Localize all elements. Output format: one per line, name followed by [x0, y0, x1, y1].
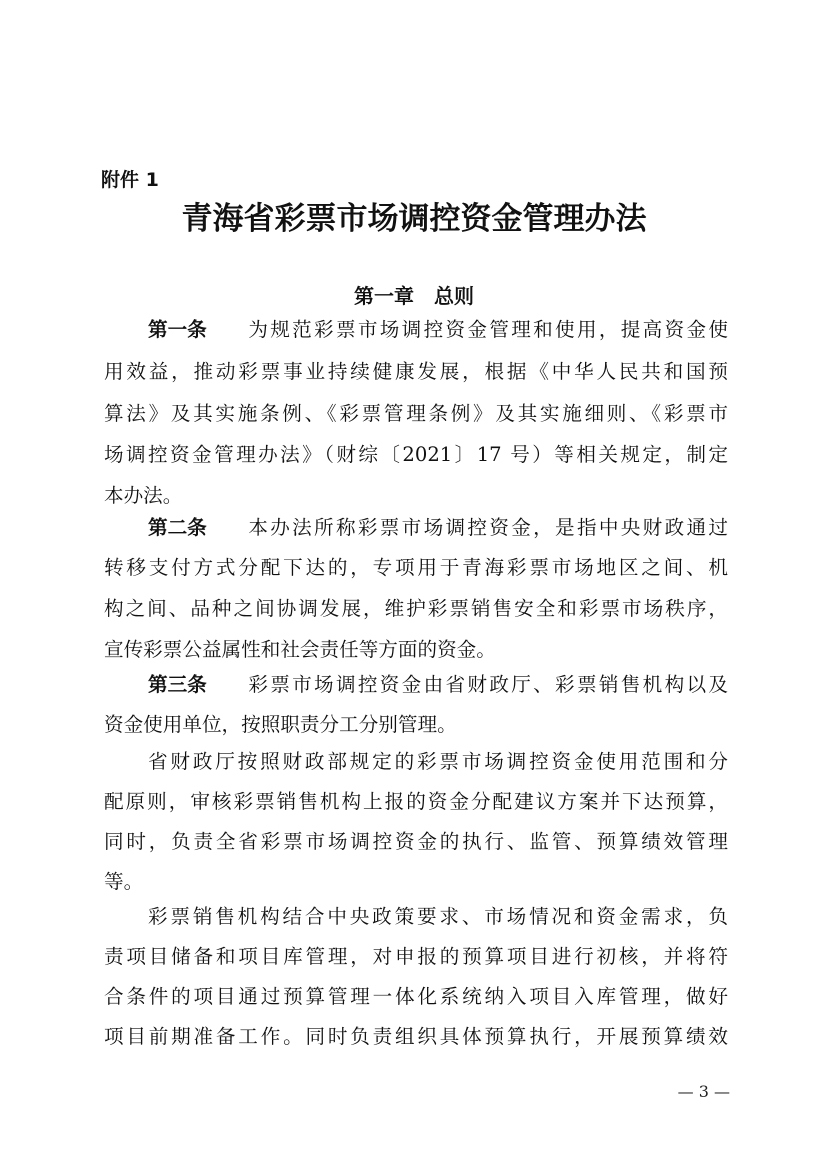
attachment-label: 附件 1	[101, 169, 159, 191]
article-text: 彩票市场调控资金由省财政厅、彩票销售机构以及	[246, 673, 728, 696]
paragraph-1-line-1: 省财政厅按照财政部规定的彩票市场调控资金使用范围和分	[148, 750, 728, 773]
paragraph-1-line-3: 同时，负责全省彩票市场调控资金的执行、监管、预算绩效管理	[104, 830, 728, 853]
article-number: 第三条	[148, 673, 207, 696]
paragraph-2-line-3: 合条件的项目通过预算管理一体化系统纳入项目入库管理，做好	[104, 985, 728, 1008]
paragraph-2-line-2: 责项目储备和项目库管理，对申报的预算项目进行初核，并将符	[104, 945, 728, 968]
article-text: 为规范彩票市场调控资金管理和使用，提高资金使	[246, 318, 728, 341]
article-2-line-2: 转移支付方式分配下达的，专项用于青海彩票市场地区之间、机	[104, 556, 728, 579]
paragraph-2-line-1: 彩票销售机构结合中央政策要求、市场情况和资金需求，负	[148, 905, 728, 928]
article-2-line-1	[148, 508, 728, 548]
paragraph-1-line-2: 配原则，审核彩票销售机构上报的资金分配建议方案并下达预算，	[104, 790, 728, 813]
article-2-line-3: 构之间、品种之间协调发展，维护彩票销售安全和彩票市场秩序，	[104, 597, 728, 620]
article-3-line-2: 资金使用单位，按照职责分工分别管理。	[104, 713, 457, 736]
article-1-line-2: 用效益，推动彩票事业持续健康发展，根据《中华人民共和国预	[104, 360, 728, 383]
chapter-heading: 第一章 总则	[354, 284, 474, 308]
article-number: 第一条	[148, 318, 207, 341]
page-number: — 3 —	[677, 1082, 730, 1101]
paragraph-2-line-4: 项目前期准备工作。同时负责组织具体预算执行，开展预算绩效	[104, 1025, 728, 1048]
article-2-line-4: 宣传彩票公益属性和社会责任等方面的资金。	[104, 638, 496, 661]
article-1-line-5: 本办法。	[104, 484, 183, 507]
article-3-line-1	[148, 665, 728, 705]
document-title: 青海省彩票市场调控资金管理办法	[181, 201, 647, 237]
article-text: 本办法所称彩票市场调控资金，是指中央财政通过	[246, 516, 728, 539]
article-1-line-4: 场调控资金管理办法》（财综〔2021〕17 号）等相关规定，制定	[104, 443, 728, 466]
article-1-line-1	[148, 310, 728, 350]
article-number: 第二条	[148, 516, 207, 539]
paragraph-1-line-4: 等。	[104, 870, 144, 893]
article-1-line-3: 算法》及其实施条例、《彩票管理条例》及其实施细则、《彩票市	[104, 402, 728, 425]
